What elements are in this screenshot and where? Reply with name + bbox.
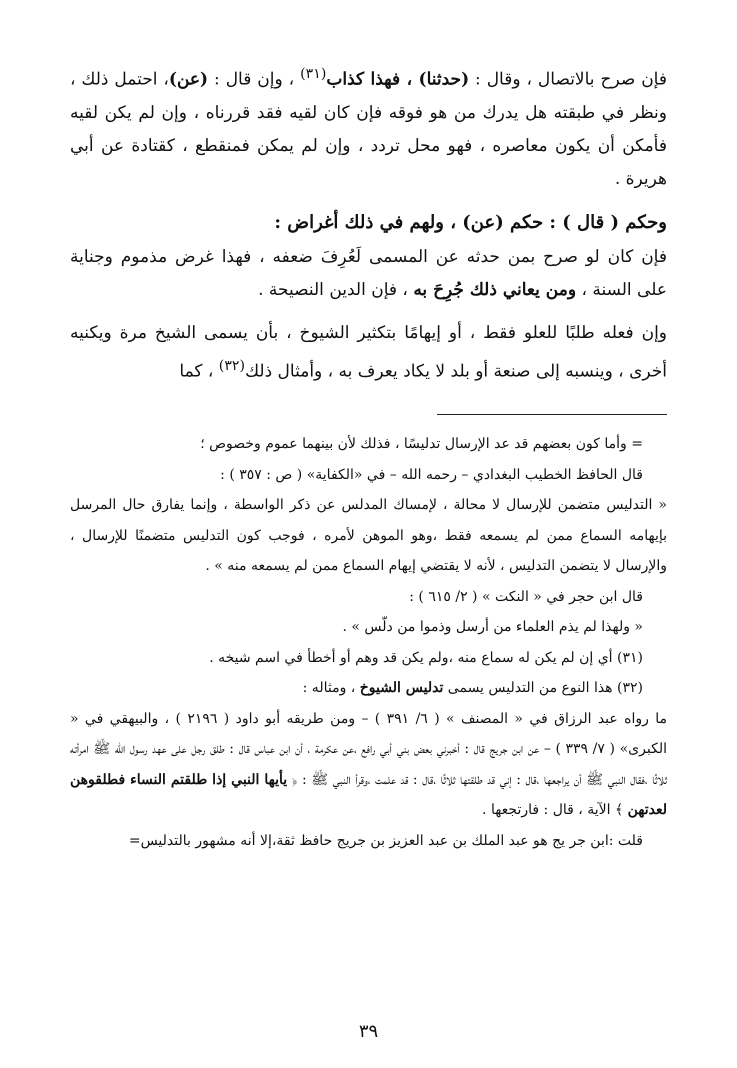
text-run: وإن فعله طلبًا للعلو فقط ، أو إيهامًا بتكثير الشيوخ ، بأن يسمى الشيخ مرة ويكنيه أخرى ، وينسبه إلى صنعة أو بلد لا يكاد يعرف به ، وأمثال ذلك xyxy=(70,322,667,382)
bold-term: (عن) xyxy=(168,69,209,90)
bold-phrase: ومن يعاني ذلك جُرِحَ به xyxy=(413,279,577,300)
section-heading: وحكم ( قال ) : حكم (عن) ، ولهم في ذلك أغراض : xyxy=(274,211,667,233)
bold-term: (حدثنا) xyxy=(418,69,470,90)
text-run: ما رواه عبد الرزاق في « المصنف » ( ٦/ ٣٩١ ) – ومن طريقه أبو داود ( ٢١٩٦ ) ، والبيهقي في « الكبرى» ( ٧/ ٣٣٩ ) – عن ابن جريج قال : أخبرني بعض بني أبي رافع ،عن عكرمة ، أن ابن عباس قال : طلق رجل على عهد رسول الله ﷺ امرأته ثلاثًا ،فقال النبي ﷺ أن يراجعها ،قال : إني قد طلقتها ثلاثًا ،قال : قد علمت ،وقرأ النبي ﷺ : ﴿ xyxy=(70,710,668,788)
page-number: ٣٩ xyxy=(358,1021,379,1042)
text-run: ، وإن قال : xyxy=(208,69,301,90)
footnote-separator xyxy=(437,414,667,415)
quran-verse: يأيها النبي إذا طلقتم النساء فطلقوهن لعدتهن xyxy=(70,771,667,819)
footnote-line: = وأما كون بعضهم قد عد الإرسال تدليسًا ، فذلك لأن بينهما عموم وخصوص ؛ xyxy=(200,436,643,453)
footnote-quote: « التدليس متضمن للإرسال لا محالة ، لإمساك المدلس عن ذكر الواسطة ، وإنما يفارق حال المرسل بإيهامه السماع ممن لم يسمعه فقط ،وهو الموهن لأمره ، فوجب كون التدليس متضمنًا للإرسال ، والإرسال لا يتضمن التدليس ، لأنه لا يقتضي إيهام السماع ممن لم يسمعه منه » . xyxy=(70,497,667,575)
paragraph-3 xyxy=(70,317,667,389)
text-run: ، احتمل ذلك ، ونظر في طبقته هل يدرك من هو فوقه فإن كان لقيه فقد قررناه ، وإن لم يكن لقيه فأمكن أن يكون معاصره ، فهو محل تردد ، وإن لم يمكن فمنقطع ، كقتادة عن أبي هريرة . xyxy=(70,69,667,189)
footnote-line: قال الحافظ الخطيب البغدادي – رحمه الله – في «الكفاية» ( ص : ٣٥٧ ) : xyxy=(220,466,643,483)
footnote-ref-32: (٣٢) xyxy=(218,357,246,374)
paragraph-1 xyxy=(70,58,667,196)
footnotes xyxy=(70,429,667,856)
footnote-31: (٣١) أي إن لم يكن له سماع منه ،ولم يكن قد وهم أو أخطأ في اسم شيخه . xyxy=(209,649,643,666)
footnote-hadith xyxy=(70,704,667,826)
text-run: (٣٢) هذا النوع من التدليس يسمى xyxy=(443,680,643,697)
footnote-32 xyxy=(70,673,667,704)
paragraph-2 xyxy=(70,241,667,307)
footnote-line: قلت :ابن جر يج هو عبد الملك بن عبد العزيز بن جريج حافظ ثقة،إلا أنه مشهور بالتدليس= xyxy=(128,832,643,849)
text-run: ، كما xyxy=(179,361,219,382)
text-run: ، فهذا كذاب xyxy=(326,69,419,90)
text-run: فإن كان لو صرح بمن حدثه عن المسمى لَعُرِفَ ضعفه ، فهذا غرض مذموم وجناية على السنة ، xyxy=(70,246,667,300)
main-text xyxy=(70,58,667,388)
text-run: ﴾ الآية ، قال : فارتجعها . xyxy=(482,802,628,819)
text-run: ، فإن الدين النصيحة . xyxy=(258,279,414,300)
text-run: فإن صرح بالاتصال ، وقال : xyxy=(469,69,667,90)
text-run: ، ومثاله : xyxy=(302,680,360,697)
footnote-line: قال ابن حجر في « النكت » ( ٢/ ٦١٥ ) : xyxy=(409,588,643,605)
footnote-ref-31: (٣١) xyxy=(300,66,327,82)
footnote-quote: « ولهذا لم يذم العلماء من أرسل وذموا من دلّس » . xyxy=(342,619,643,636)
bold-term: تدليس الشيوخ xyxy=(359,680,444,697)
